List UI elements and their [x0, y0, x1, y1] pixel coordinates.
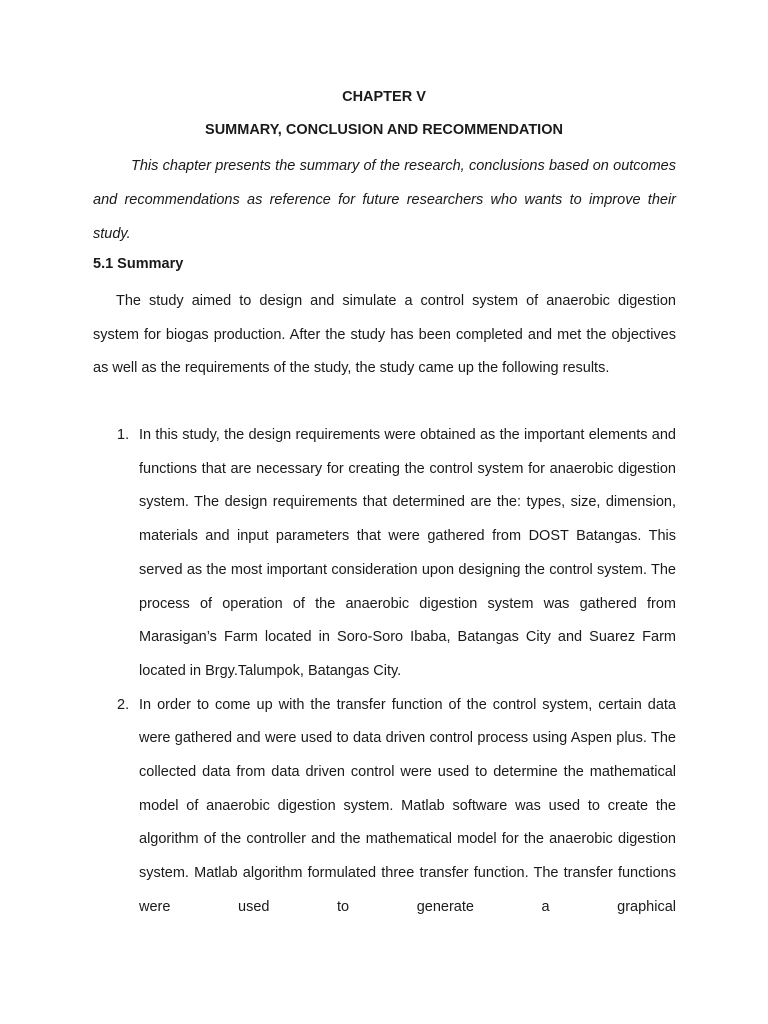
summary-paragraph: The study aimed to design and simulate a control system of anaerobic digestion system for biogas production. After the study has been completed and met the objectives as well as the requirements of the study, the study came up the following results.	[93, 293, 676, 376]
chapter-title: SUMMARY, CONCLUSION AND RECOMMENDATION	[205, 122, 563, 138]
list-item-number: 2.	[117, 696, 130, 713]
list-item-number: 1.	[117, 427, 130, 443]
summary-heading: 5.1 Summary	[93, 256, 184, 272]
list-item	[93, 419, 676, 689]
results-list	[93, 419, 676, 925]
list-item	[93, 689, 676, 925]
intro-paragraph: This chapter presents the summary of the research, conclusions based on outcomes and recommendations as reference for future researchers who wants to improve their study.	[93, 158, 676, 242]
list-item-text: In this study, the design requirements were obtained as the important elements and functions that are necessary for creating the control system for anaerobic digestion system. The design requirements that determined are the: types, size, dimension, materials and input parameters that were gathered from DOST Batangas. This served as the most important consideration upon designing the control system. The process of operation of the anaerobic digestion system was gathered from Marasigan’s Farm located in Soro-Soro Ibaba, Batangas City and Suarez Farm located in Brgy.Talumpok, Batangas City.	[139, 427, 676, 679]
list-item-text: In order to come up with the transfer function of the control system, certain data were gathered and were used to data driven control process using Aspen plus. The collected data from data driven control were used to determine the mathematical model of anaerobic digestion system. Matlab software was used to create the algorithm of the controller and the mathematical model for the anaerobic digestion system. Matlab algorithm formulated three transfer function. The transfer functions were used to generate a graphical	[139, 696, 676, 915]
chapter-heading: CHAPTER V	[342, 89, 426, 105]
